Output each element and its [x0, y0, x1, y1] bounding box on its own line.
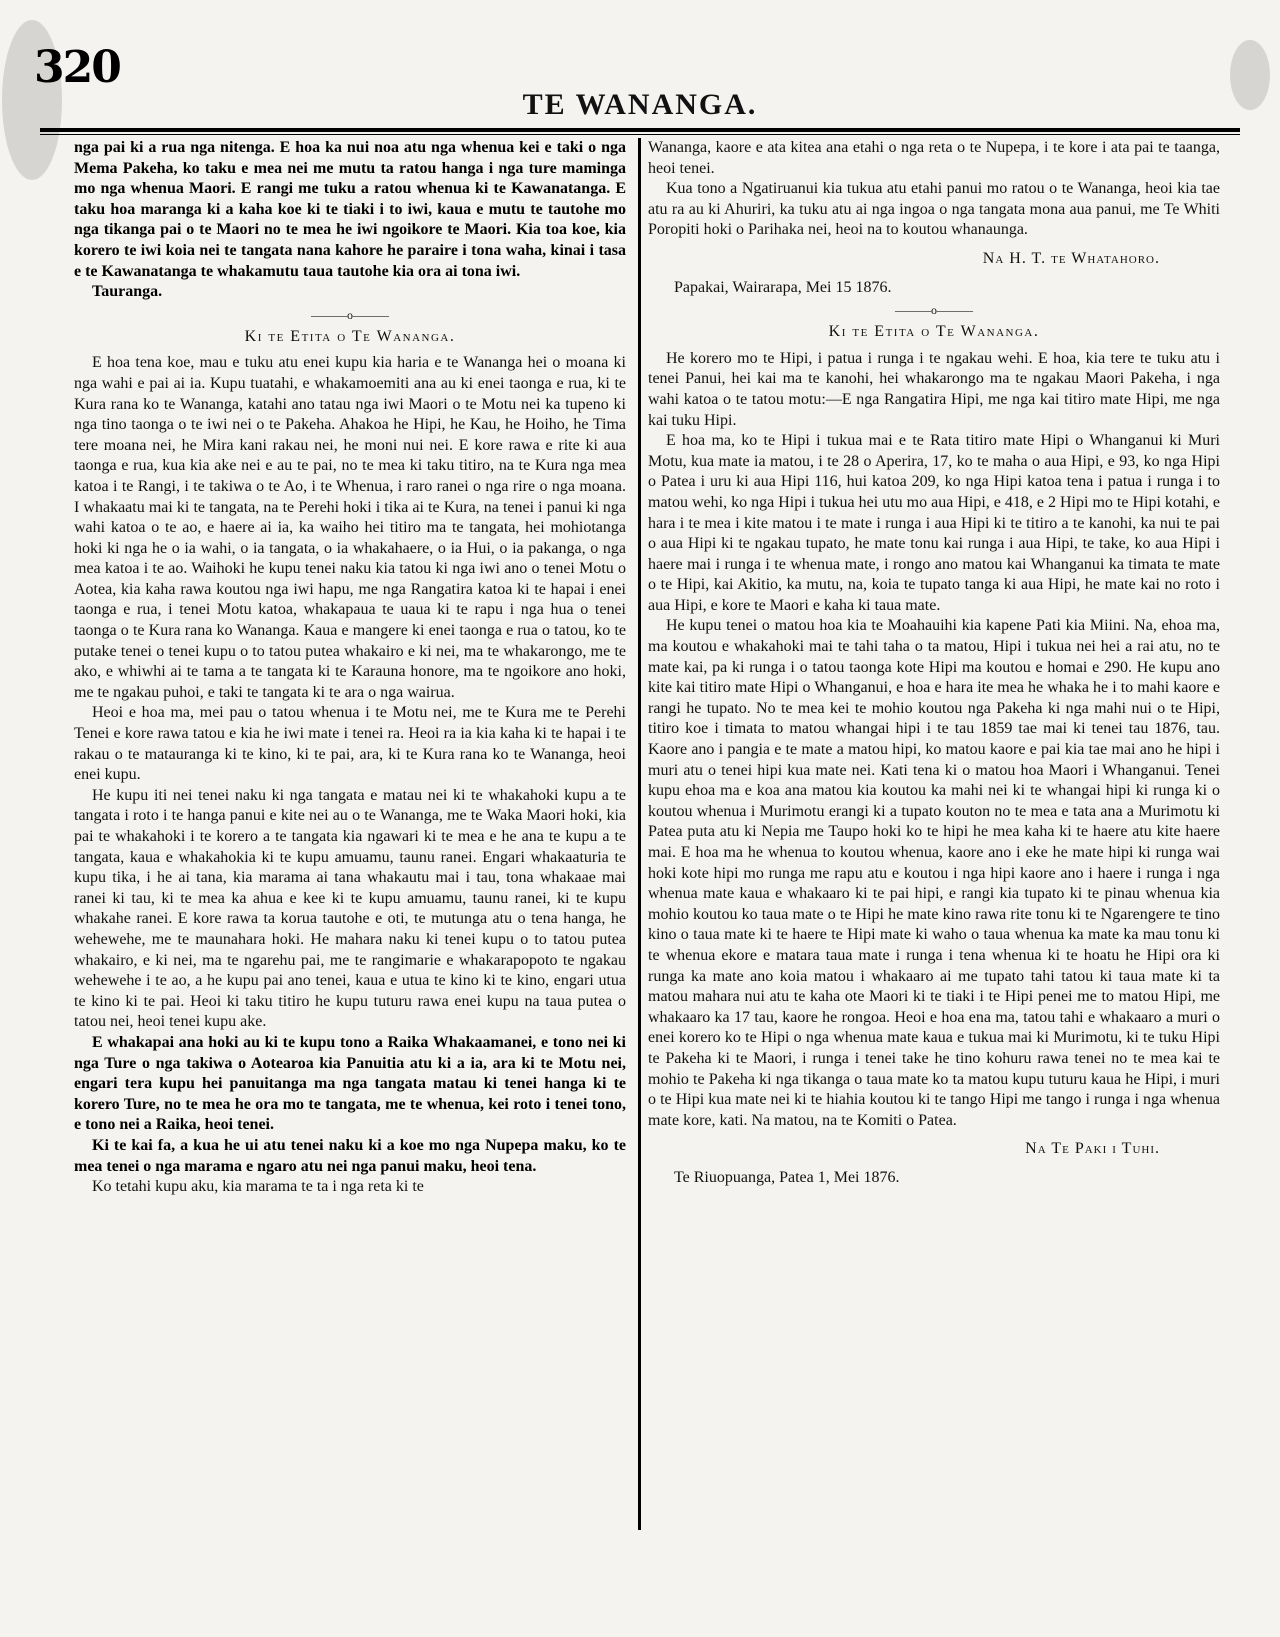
dateline-papakai: Papakai, Wairarapa, Mei 15 1876. — [674, 278, 892, 296]
letter-continuation: Wananga, kaore e ata kitea ana etahi o nga reta o te Nupepa, i te kore i ata pai te taanga, heoi tenei. — [648, 139, 1220, 177]
letter1-paragraph: He kupu iti nei tenei naku ki nga tangata e matau nei ki te whakahoki kupu a te tangata i roto i te hanga panui e kite nei au o te Wananga, me te Waka Maori hoki, kia pai te whakahoki i te korero a te tangata kia ngawari ki te mea e he ana te kupu a te tangata, kaua e whakahokia ki te kupu amuamu, taunu ranei. Engari whakaaturia te kupu tika, i he ai tana, kia marama ai tana whakautu mai i tau, tona whakaae mai ranei ki tau, ki te mea ka ahua e kee ki te kupu amuamu, taunu ranei, ki te kupu whakahe ranei. E kore rawa ta koruа tautohe e oti, te mutunga atu o tena hanga, he wehewehe, me te maunahara hoki. He mahara naku ki tenei kupu o to tatou putea whakairo, e ki nei, ma te ngarehu pai, me te rangimarie e whakarapopoto te ngakau wehewehe i te ao, a he kupu pai ano tenei, kaua e utua te kino ki te kino, engari utua te kino ki te pai. Heoi ki taku titiro he kupu tuturu rawa enei kupu na taua putea o tatou nei, heoi tenei kupu ake. — [74, 786, 626, 1031]
letter1-paragraph: E whakapai ana hoki au ki te kupu tono a Raika Whakaamanei, e tono nei ki nga Ture o nga takiwa o Aotearoa kia Panuitia atu ki a ia, ara ki te Motu nei, engari tera kupu hei panuitanga ma nga tangata matau ki tenei hanga ki te korero Ture, no te mea he ora mo te tangata, me te whenua, kei roto i tenei tono, e tono nei a Raika, heoi tenei. — [74, 1033, 626, 1134]
masthead-rule — [40, 128, 1240, 132]
scan-smudge — [2, 20, 62, 180]
letter-continuation: Kua tono a Ngatiruanui kia tukua atu etahi panui mo ratou o te Wananga, heoi kia tae atu ra au ki Ahuriri, ka tuku atu ai nga ingoa o nga tangata mona aua panui, me Te Whiti Poropiti hoki o Parihaka nei, heoi na to koutou whanaunga. — [648, 180, 1220, 239]
letter2-paragraph: He kupu tenei o matou hoa kia te Moahauihi kia kapene Pati kia Miini. Na, ehoa ma, ma koutou e whakahoki mai te tahi taha o ta matou, Hipi i tukua nei hei a rai atu, no te mate kai, pa ki runga i o tatou taonga kote Hipi ma koutou e homai e 290. He kupu ano kite kai titiro mate Hipi o Whanganui, e hoa e hara ite mea he whaka he i to mahi kaore e rangi he tupato. No te mea kei te mohio koutou nga Pakeha ki nga mahi nui o te Hipi, titiro koe i timata to matou whangai hipi i te tau 1859 tae mai ki tenei tau 1876, tau. Kaore ano i pangia e te mate a matou hipi, ko matou kaore e pai kia tae mai ano he hipi i muri atu o tenei hipi kua mate nei. Kati tena ki o matou hoa Maori i Whanganui. Tenei kupu ehoa ma e koa ana matou kia koutou ka mahi nei ki te whangai hipi ki runga ki o koutou whenua i Murimotu erangi ki a tupato kouton no te mea e tata ana a Murimotu ki Patea puta atu ki Nepia me Taupo hoki ko te hipi he mea kaha ki te haere atu kite haere mai. E hoa ma he whenua to koutou whenua, kaore ano i eke he mate hipi ki runga wai hoki kote hipi mo runga me rapu atu e koutou i nga hipi kaore ano i haere i runga i nga whenua mate kaua e whakaaro ki te pai hipi, e rangi kia tupato ki te pinau whenua kia mohio koutou ko taua mate o te Hipi he mate kino rawa rite tonu ki te Ngarengere te tino kino o taua mate ki te haere te Hipi mate ki waho o taua whenua ka mate ka mau tonu ki te whenua ekore e matara taua mate i runga i tena whenua ki te hoatu he Hipi ora ki runga ka mate ano koia matou i whakaaro ai me tupato tahi tatou ki taua mate ki ta matou mahara nui atu te kaha ote Maori ki te tiaki i te Hipi penei me to matou Hipi, me whakaaro ka 17 tau, kaore he rongoa. Heoi e hoa ena ma, tatou tahi e whakaaro a muri o enei korero ko te Hipi o nga whenua mate kaua e tukua mai ki Murimotu, ki te tuku Hipi te Pakeha ki te Maori, i runga i tenei take he tino kohuru rawa tenei no te mea kai te mohio te Pakeha ki nga tikanga o taua mate ko ta matou kupu tuturu kaua he Hipi, i muri o te Hipi kua mate nei ki te hiahia koutou ki te tango Hipi me tango i runga i nga whenua mate kore, kati. Na matou, na te Komiti o Patea. — [648, 617, 1220, 1129]
signature-whatahoro: Na H. T. te Whatahoro. — [982, 249, 1160, 267]
page-number: 320 — [34, 42, 120, 93]
masthead-rule-thin — [40, 134, 1240, 135]
letter2-paragraph: He korero mo te Hipi, i patua i runga i te ngakau wehi. E hoa, kia tere te tuku atu i tenei Panui, hei kai ma te kanohi, hei whakarongo ma te ngakau Maori Pakeha, i nga wahi katoa o te tatou motu:—E nga Rangatira Hipi, me nga kai titiro mate Hipi, me nga kai tuku Hipi. — [648, 349, 1220, 429]
ornament-divider: ———o——— — [311, 307, 389, 322]
left-column — [74, 138, 626, 1198]
letter1-paragraph: Ki te kai fa, a kua he ui atu tenei naku ki a koe mo nga Nupepa maku, ko te mea tenei o nga marama e ngaro atu nei nga panui maku, heoi tena. — [74, 1136, 626, 1175]
dateline-riuopuanga: Te Riuopuanga, Patea 1, Mei 1876. — [674, 1168, 900, 1186]
letter2-heading: Ki te Etita o Te Wananga. — [828, 323, 1040, 341]
letter2-paragraph: E hoa ma, ko te Hipi i tukua mai e te Rata titiro mate Hipi o Whanganui ki Muri Motu, kua mate ia matou, i te 28 o Aperira, 17, ko te maha o aua Hipi, e 93, ko nga Hipi o Patea i uru ki aua Hipi 116, hui katoa 209, ko nga Hipi katoa tena i patua i runga i to matou wehi, ko nga Hipi i tukua hei utu mo aua Hipi, e 418, e 2 Hipi mo te Hipi kotahi, e hara i te mea i kite matou i te mate i runga i aua Hipi ki te titiro a te kanohi, ka nui te pai o aua Hipi ki te ngakau tupato, he mate tonu kai runga i aua Hipi, te take, ko aua Hipi i haere mai i runga i te whenua mate, i rongo ano matou kai Whanganui ka timata te mate o te Hipi, kai Akitio, ka mutu, na, koia te tupato tanga ki aua Hipi, he mate kai no roto i aua Hipi, e kore te Maori e kaha ki taua mate. — [648, 432, 1220, 614]
letter1-paragraph: Heoi e hoa ma, mei pau o tatou whenua i te Motu nei, me te Kura me te Perehi Tenei e kore rawa tatou e kia he iwi mate i tenei ra. Heoi ra ia kia kaha ki te hapai i te rakau o te matauranga ki te kino, ki te pai, ara, ki te Kura rana ko te Wananga, heoi enei kupu. — [74, 704, 626, 784]
scan-smudge — [1230, 40, 1270, 110]
masthead-title: TE WANANGA. — [522, 88, 758, 121]
letter1-paragraph: Ko tetahi kupu aku, kia marama te ta i nga reta ki te — [92, 1178, 424, 1196]
ornament-divider: ———o——— — [895, 303, 973, 318]
intro-paragraph: nga pai ki a rua nga nitenga. E hoa ka nui noa atu nga whenua kei e taki o nga Mema Pakeha, ko taku e mea nei me mutu ta ratou hanga i nga ture maminga mo nga whenua Maori. E rangi me tuku a ratou whenua ki te Kawanatanga. E taku hoa maranga ki a kaha koe ki te tiaki i to iwi, kaua e mutu te tautohe mo nga tikanga pai o te Maori no te mea he iwi ngoikore te Maori. Kia toa koe, kia korero te iwi koia nei te tangata nana kahore he paraire i tona waha, kinai i tasa e te Kawanatanga te whakamutu taua tautohe kia ora ai tona iwi. — [74, 139, 626, 280]
intro-signature: Tauranga. — [92, 283, 163, 301]
column-divider — [638, 138, 641, 1530]
letter1-paragraph: E hoa tena koe, mau e tuku atu enei kupu kia haria e te Wananga hei o moana ki nga wahi e pai ai ia. Kupu tuatahi, e whakamoemiti ana au ki enei taonga e rua, ki te Kura rana ko te Wananga, katahi ano tatau nga iwi Maori o te Motu nei ka tupeno ki nga tino taonga o te iwi nei o te Pakeha. Ahakoa he Hipi, he Kau, he Hoiho, he Tima tere moana nei, he Mira kani rakau nei, he moni nui nei. E kore rawa e rite ki aua taonga e rua, kua kia ake nei e au te pai, no te mea ki taku titiro, na te Kura nga mea katoa i te Rangi, i te takiwa o te Ao, i te Whenua, i raro ranei o nga rire o nga moana. I whakaatu mai ki te tangata, na te Perehi hoki i tika ai te Kura, na tenei i panui ki nga wahi katoa o te ao, e haere ai ia, ka waiho hei titiro ma te tangata, hei mohiotanga hoki ki nga he o ia wahi, o ia tangata, o ia whakahaere, o ia Hui, o ia pakanga, o nga mea katoa i te ao. Waihoki he kupu tenei naku kia tatou ki nga iwi ano o tenei Motu o Aotea, kia kaha rawa koutou nga iwi hapu, me nga Rangatira katoa ki te hapai i enei taonga e rua, i tenei Motu katoa, whakapaua te uaua ki te rapu i nga hua o tenei taonga o te Kura rana ko Wananga. Kaua e mangere ki enei taonga e rua o tatou, ko te putake tenei o tenei kupu o to tatou putea whakairo e ki nei, ma te whakarongo, me te ako, e whiwhi ai te tama a te tangata ki te Karauna honore, ma te ngoikore ano hoki, me te ngakau puhoi, e taki te tangata ki te ara o nga wairua. — [74, 354, 626, 701]
right-column — [648, 138, 1220, 1195]
letter1-heading: Ki te Etita o Te Wananga. — [244, 327, 456, 345]
signature-te-paki: Na Te Paki i Tuhi. — [1025, 1140, 1160, 1158]
